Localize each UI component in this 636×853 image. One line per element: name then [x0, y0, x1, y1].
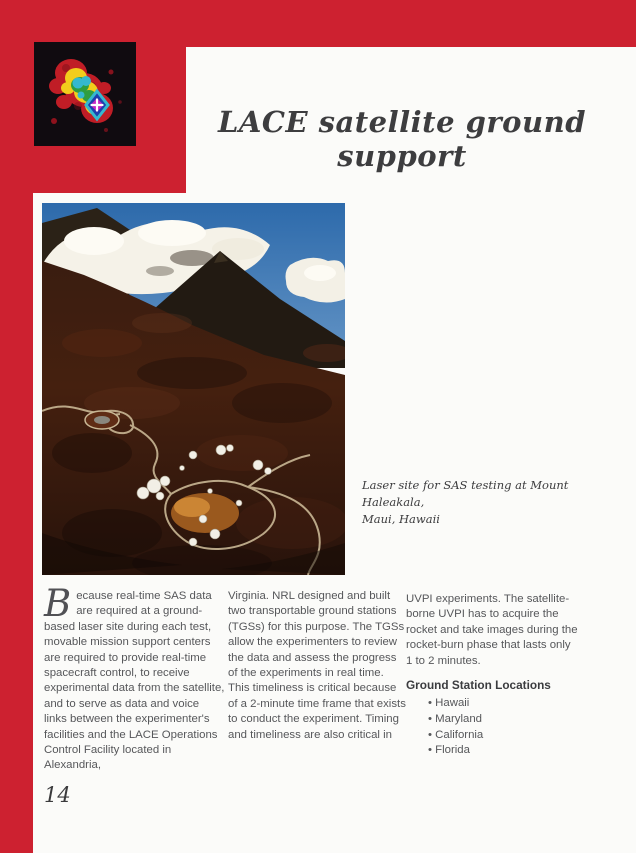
article-column-1-text: ecause real-time SAS data are required at a ground-based laser site during each test, movable mission support centers are required to provide real-time spacecraft control, to receive experimental data from the satellite, and to serve as data and voice links between the experimenter's facilities and the LACE Operations Control Facility located in Alexandria,: [44, 590, 225, 772]
ground-station-item: • California: [428, 728, 580, 744]
laser-site-photo-graphic: [42, 203, 345, 575]
ground-station-item: • Maryland: [428, 712, 580, 728]
drop-cap: B: [44, 582, 72, 625]
article-column-3-text: UVPI experiments. The satellite-borne UVPI has to acquire the rocket and take images during the rocket-burn phase that lasts only 1 to 2 minutes.: [406, 593, 578, 667]
laser-site-photo: [42, 203, 345, 575]
ground-stations-heading: Ground Station Locations: [406, 678, 551, 693]
article-column-2-text: Virginia. NRL designed and built two transportable ground stations (TGSs) for this purpose. The TGSs allow the experimenters to review the data and assess the progress of the experiments in real time. This timeliness is critical because of a 2-minute time frame that exists to conduct the experiment. Timing and timeliness are also critical in: [228, 590, 406, 741]
article-column-2: [228, 589, 407, 743]
ground-station-item: • Florida: [428, 743, 580, 759]
photo-caption: [362, 477, 592, 528]
article-column-1: [44, 582, 225, 774]
photo-caption-line2: Maui, Hawaii: [362, 512, 440, 526]
ground-stations-list: [406, 696, 580, 758]
red-left-strip: [0, 193, 33, 853]
page-title: LACE satellite ground support: [218, 105, 586, 173]
photo-caption-line1: Laser site for SAS testing at Mount Haleakala,: [362, 478, 569, 509]
thermal-image: [34, 42, 136, 146]
article-column-3: [406, 592, 580, 759]
ground-station-item: • Hawaii: [428, 696, 580, 712]
thermal-image-graphic: [34, 42, 136, 146]
page-number: 14: [44, 783, 71, 807]
